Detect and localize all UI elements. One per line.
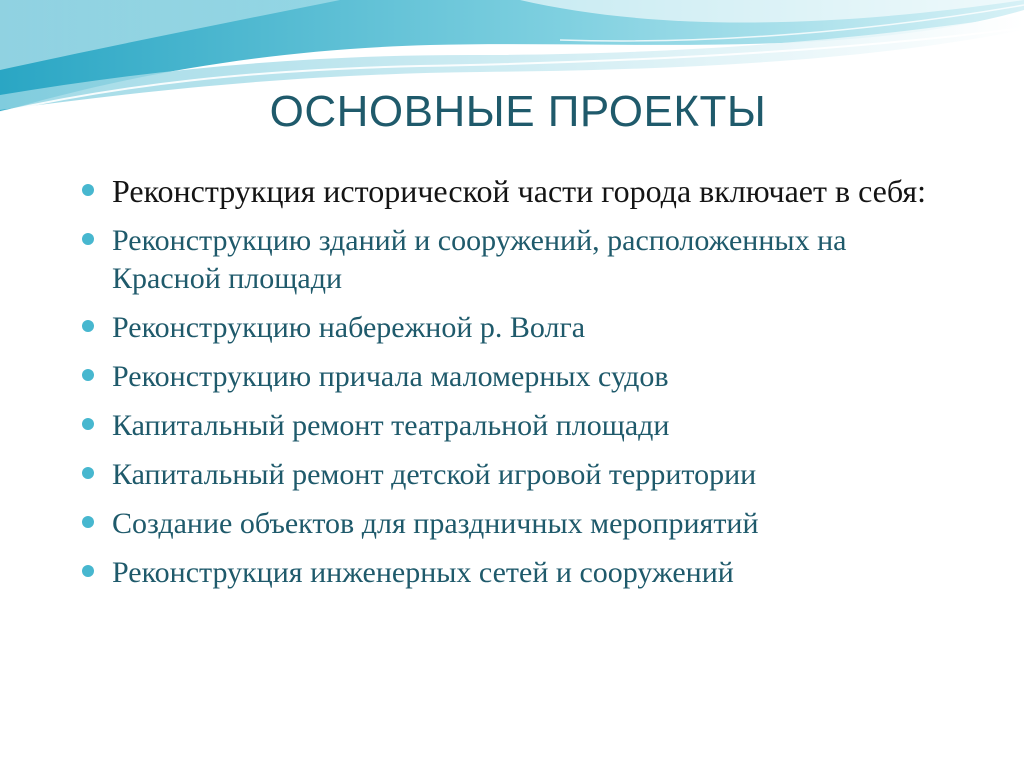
bullet-icon <box>82 565 94 577</box>
bullet-icon <box>82 516 94 528</box>
bullet-icon <box>82 233 94 245</box>
bullet-icon <box>82 184 94 196</box>
bullet-icon <box>82 418 94 430</box>
bullet-icon <box>82 369 94 381</box>
bullet-list <box>78 172 958 603</box>
list-item <box>78 358 958 396</box>
list-item-intro <box>78 172 958 211</box>
list-item-text: Капитальный ремонт детской игровой территории <box>112 458 757 491</box>
list-item-text: Реконструкцию причала маломерных судов <box>112 360 669 393</box>
list-item-text: Реконструкцию набережной р. Волга <box>112 311 586 344</box>
list-item <box>78 505 958 543</box>
list-item-text: Реконструкция инженерных сетей и сооружений <box>112 556 734 589</box>
list-item <box>78 456 958 494</box>
list-item-text: Реконструкция исторической части города включает в себя: <box>112 173 926 209</box>
list-item-text: Реконструкцию зданий и сооружений, расположенных на Красной площади <box>112 224 847 295</box>
list-item <box>78 309 958 347</box>
slide-title: ОСНОВНЫЕ ПРОЕКТЫ <box>269 87 767 136</box>
list-item-text: Создание объектов для праздничных мероприятий <box>112 507 759 540</box>
list-item <box>78 554 958 592</box>
list-item <box>78 407 958 445</box>
list-item-text: Капитальный ремонт театральной площади <box>112 409 670 442</box>
bullet-icon <box>82 320 94 332</box>
list-item <box>78 222 958 298</box>
bullet-icon <box>82 467 94 479</box>
